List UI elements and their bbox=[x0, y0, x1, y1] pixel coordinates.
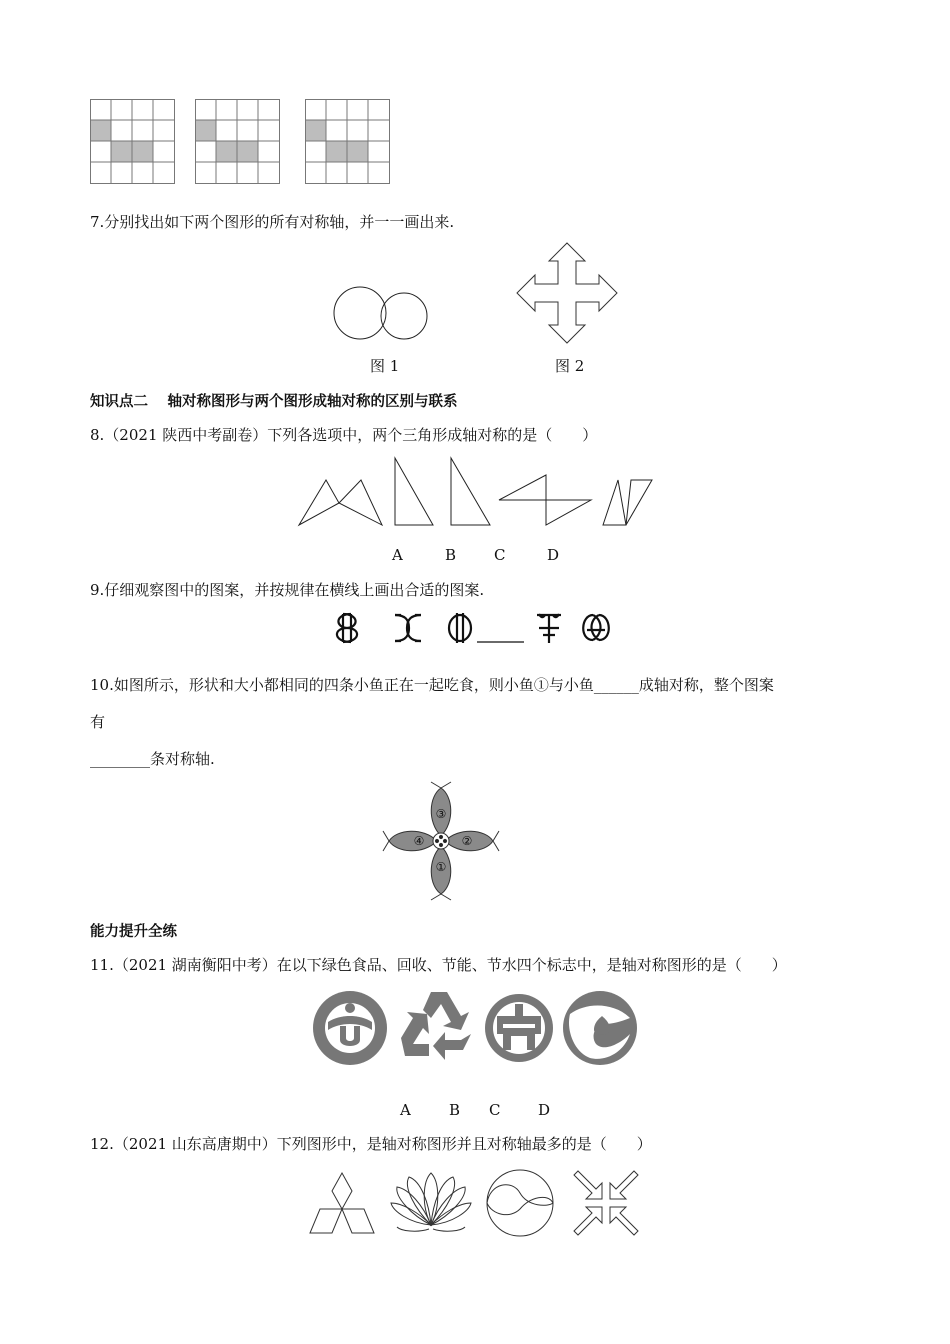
q12-option-b-shape bbox=[391, 1173, 471, 1231]
q12-option-a-shape bbox=[310, 1173, 374, 1233]
q8-option-a: A bbox=[392, 546, 403, 564]
q11-option-c: C bbox=[489, 1101, 501, 1119]
q7-text: 7.分别找出如下两个图形的所有对称轴，并一一画出来. bbox=[90, 213, 455, 231]
q9-symbol-sequence bbox=[335, 610, 620, 646]
q8-option-a-shape bbox=[299, 480, 382, 525]
q8-option-b: B bbox=[445, 546, 457, 564]
q10-four-fish-figure bbox=[383, 782, 501, 900]
q7-fig2-label: 图 2 bbox=[555, 357, 585, 375]
q8-triangle-options bbox=[296, 455, 656, 530]
q11-option-d: D bbox=[538, 1101, 551, 1119]
q11-option-a-logo bbox=[313, 991, 387, 1065]
fish-label-2: ② bbox=[461, 834, 473, 848]
q10-line1: 10.如图所示，形状和大小都相同的四条小鱼正在一起吃食，则小鱼①与小鱼______成轴对称，整个图案 bbox=[90, 676, 774, 694]
q8-text: 8.（2021 陕西中考副卷）下列各选项中，两个三角形成轴对称的是（ ） bbox=[90, 426, 598, 444]
grid-figures bbox=[90, 99, 400, 185]
fish-label-4: ④ bbox=[413, 834, 425, 848]
q8-option-d: D bbox=[547, 546, 560, 564]
q11-logo-options bbox=[312, 990, 638, 1066]
q10-line2: 有 bbox=[90, 713, 106, 731]
q11-option-a: A bbox=[400, 1101, 411, 1119]
q12-shape-options bbox=[306, 1165, 646, 1241]
q8-option-b-shape bbox=[395, 458, 433, 525]
q11-option-b-logo bbox=[401, 992, 471, 1060]
q11-option-b: B bbox=[449, 1101, 461, 1119]
q11-option-d-logo bbox=[563, 991, 637, 1065]
q12-option-c-shape bbox=[487, 1170, 553, 1236]
q11-text: 11.（2021 湖南衡阳中考）在以下绿色食品、回收、节能、节水四个标志中，是轴对称图形的是（ ） bbox=[90, 956, 787, 974]
q9-symbol-5 bbox=[583, 615, 609, 640]
grid-3 bbox=[305, 99, 390, 184]
fish-label-3: ③ bbox=[435, 807, 447, 821]
grid-1 bbox=[90, 99, 175, 184]
section3-heading: 能力提升全练 bbox=[90, 924, 177, 940]
q7-figure-1-two-circles bbox=[332, 284, 432, 344]
q9-symbol-3 bbox=[449, 613, 471, 643]
q8-option-c: C bbox=[494, 546, 506, 564]
q9-text: 9.仔细观察图中的图案，并按规律在横线上画出合适的图案. bbox=[90, 581, 485, 599]
q7-fig1-label: 图 1 bbox=[370, 357, 400, 375]
fish-label-1: ① bbox=[435, 860, 447, 874]
q12-text: 12.（2021 山东高唐期中）下列图形中，是轴对称图形并且对称轴最多的是（ ） bbox=[90, 1135, 652, 1153]
q9-symbol-4 bbox=[537, 614, 561, 643]
q11-option-c-logo bbox=[485, 994, 553, 1062]
q10-line3: ________条对称轴. bbox=[90, 750, 215, 768]
q9-symbol-1 bbox=[337, 614, 357, 642]
q9-symbol-2 bbox=[395, 615, 421, 641]
q12-option-d-shape bbox=[574, 1171, 638, 1235]
q7-figure-2-four-arrows bbox=[517, 242, 619, 344]
grid-2 bbox=[195, 99, 280, 184]
q8-option-c-shape bbox=[451, 458, 490, 525]
q8-option-d-shape bbox=[499, 475, 591, 525]
section2-heading: 知识点二 轴对称图形与两个图形成轴对称的区别与联系 bbox=[90, 394, 458, 410]
q8-option-e-shape bbox=[603, 480, 652, 525]
